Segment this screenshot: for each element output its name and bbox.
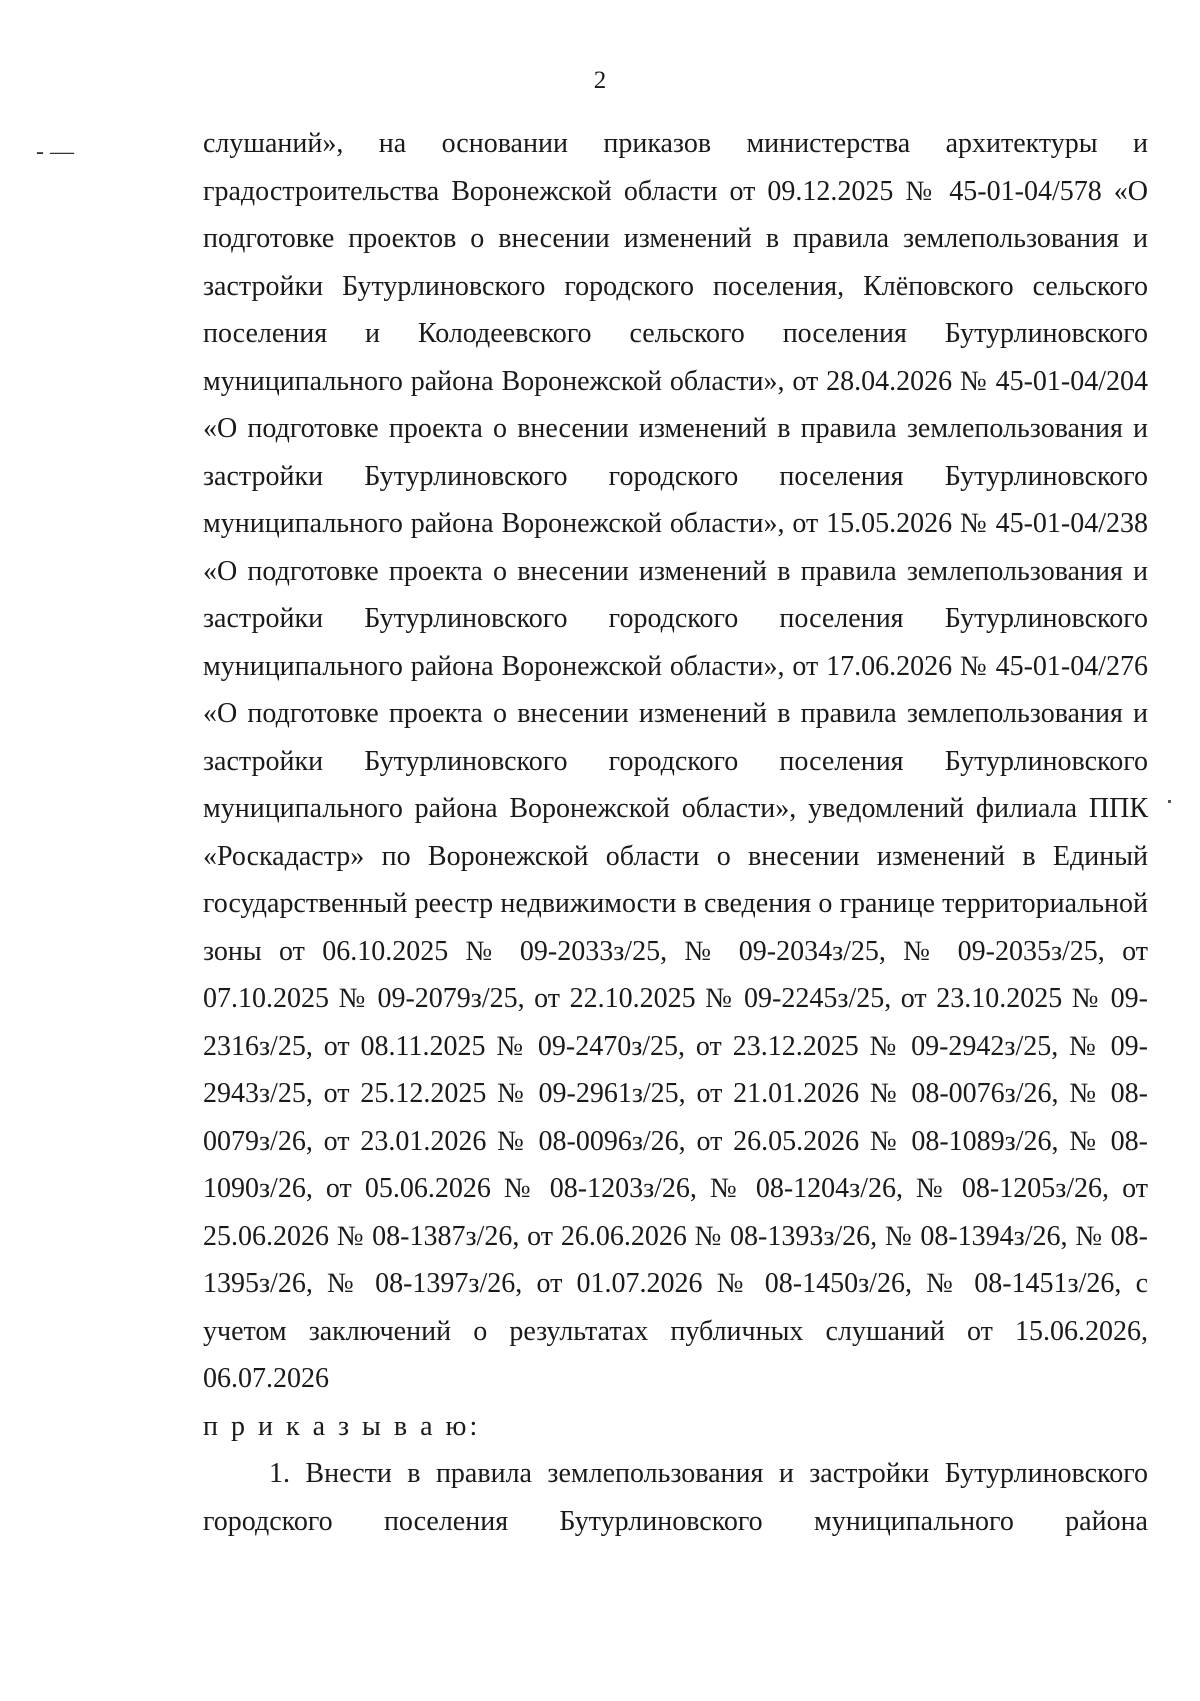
paragraph-item-1: 1. Внести в правила землепользования и застройки Бутурлиновского городского поселения Бутурлиновского муниципального района: [203, 1458, 1148, 1537]
document-body: [203, 120, 1148, 1545]
paragraph-grounds: слушаний», на основании приказов министерства архитектуры и градостроительства Воронежской области от 09.12.2025 № 45-01-04/578 «О подготовке проектов о внесении изменений в правила землепользования и застройки Бутурлиновского городского поселения, Клёповского сельского поселения и Колодеевского сельского поселения Бутурлиновского муниципального района Воронежской области», от 28.04.2026 № 45-01-04/204 «О подготовке проекта о внесении изменений в правила землепользования и застройки Бутурлиновского городского поселения Бутурлиновского муниципального района Воронежской области», от 15.05.2026 № 45-01-04/238 «О подготовке проекта о внесении изменений в правила землепользования и застройки Бутурлиновского городского поселения Бутурлиновского муниципального района Воронежской области», от 17.06.2026 № 45-01-04/276 «О подготовке проекта о внесении изменений в правила землепользования и застройки Бутурлиновского городского поселения Бутурлиновского муниципального района Воронежской области», уведомлений филиала ППК «Роскадастр» по Воронежской области о внесении изменений в Единый государственный реестр недвижимости в сведения о границе территориальной зоны от 06.10.2025 № 09-2033з/25, № 09-2034з/25, № 09-2035з/25, от 07.10.2025 № 09-2079з/25, от 22.10.2025 № 09-2245з/25, от 23.10.2025 № 09-2316з/25, от 08.11.2025 № 09-2470з/25, от 23.12.2025 № 09-2942з/25, № 09-2943з/25, от 25.12.2025 № 09-2961з/25, от 21.01.2026 № 08-0076з/26, № 08-0079з/26, от 23.01.2026 № 08-0096з/26, от 26.05.2026 № 08-1089з/26, № 08-1090з/26, от 05.06.2026 № 08-1203з/26, № 08-1204з/26, № 08-1205з/26, от 25.06.2026 № 08-1387з/26, от 26.06.2026 № 08-1393з/26, № 08-1394з/26, № 08-1395з/26, № 08-1397з/26, от 01.07.2026 № 08-1450з/26, № 08-1451з/26, с учетом заключений о результатах публичных слушаний от 15.06.2026, 06.07.2026: [203, 128, 1148, 1394]
page-number: 2: [593, 67, 607, 94]
paragraph-directive: п р и к а з ы в а ю:: [203, 1410, 481, 1442]
margin-dash-mark: - —: [36, 139, 74, 165]
scan-speck: [1168, 800, 1171, 803]
